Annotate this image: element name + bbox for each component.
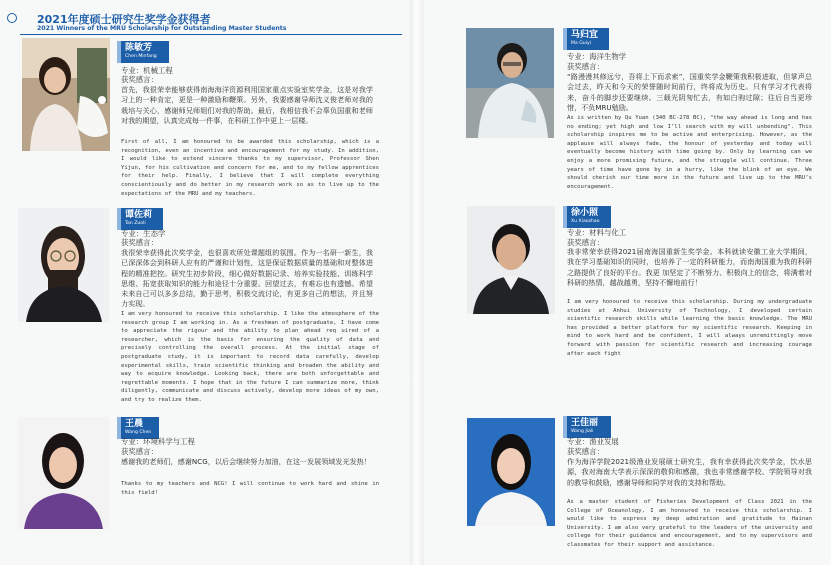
winner-intro-label: 获奖感言： <box>121 75 158 84</box>
winner-photo-chen-minfang <box>22 38 110 151</box>
winner-name-cn: 徐小照 <box>571 208 599 218</box>
winner-name-en: Ma Guiyi <box>571 41 591 46</box>
winner-intro-label: 获奖感言： <box>567 62 604 71</box>
winner-name-en: Wang Jiali <box>571 429 594 434</box>
header-divider <box>20 34 402 35</box>
winner-major: 专业：材料与化工 <box>567 228 627 237</box>
winner-photo-tan-zuoli <box>18 208 109 322</box>
winner-major: 专业：海洋生物学 <box>567 52 627 61</box>
page-subtitle: 2021 Winners of the MRU Scholarship for Outstanding Master Students <box>37 25 287 32</box>
winner-intro-label: 获奖感言： <box>121 238 158 247</box>
winner-speech-en: As is written by Qu Yuan (340 BC-278 BC), "the way ahead is long and has no ending; yet high and low I’ll search with my will unbending". This scholarship inspires me to be active and enterprising. However, as the applause will always fade, the honour of yesterday and today will eventually become history with time going by. Only by learning can we enjoy a more promising future, and the struggle will continue. Three years of time have gone by in a hurry, like the blink of an eye. We should cherish our time more in the future and live up to the MRU’s encouragement. <box>567 115 812 190</box>
winner-nametag-ma-guiyi <box>567 28 609 50</box>
winner-name-cn: 马归宜 <box>571 30 599 40</box>
winner-name-cn: 陈敏芳 <box>125 43 153 53</box>
winner-speech-en: First of all, I am honoured to be awarded this scholarship, which is a recognition, even an incentive and encouragement for my study. In addition, I would like to extend sincere thanks to my supervisor, Professor Shen Yijun, for his cultivation and concern for me, and to my fellow apprentices for their help. Finally, I believe that I will complete everything conscientiously and do better in my research work so as to live up to the expectations of the MRU and my teachers. <box>121 139 379 197</box>
winner-speech-en: As a master student of Fisheries Development of Class 2021 in the College of Oceanology, I am honoured to receive this scholarship. I would like to express my deep admiration and gratitude to Hainan University. I am also very grateful to the leaders of the university and college for their guidance and encouragement, and to my supervisors and classmates for their support and assistance. <box>567 499 812 548</box>
winner-major: 专业：机械工程 <box>121 66 173 75</box>
winner-name-en: Chen Minfang <box>125 54 157 59</box>
winner-speech-en: I am very honoured to receive this scholarship. During my undergraduate studies at Anhui University of Technology, I developed certain scientific research skills while learning the basic knowledge. The MRU has provided a better platform for my scientific research. Keeping in mind to work hard and be confident, I will always unremittingly move forward with passion for scientific research and increasing courage after each fight <box>567 299 812 357</box>
winner-name-cn: 谭佐莉 <box>125 210 153 220</box>
winner-name-en: Xu Xiaozhao <box>571 219 600 224</box>
winner-speech-cn: 首先，我很荣幸能够获得南海海洋资源利用国家重点实验室奖学金，这是对我学习上的一种肯定，更是一种激励和鞭策。另外，我要感谢导师沈义俊老师对我的栽培与关心，感谢师兄师姐们对我的帮助。最后，我相信我不会辜负国重和老师对我的期望，认真完成每一件事，在科研工作中更上一层楼。 <box>121 85 373 125</box>
winner-name-cn: 王晨 <box>125 419 144 429</box>
winner-major: 专业：生态学 <box>121 229 166 238</box>
winner-speech-en: Thanks to my teachers and NCG! I will continue to work hard and shine in this field! <box>121 481 379 496</box>
winner-speech-cn: 作为海洋学院2021级渔业发展硕士研究生，我有幸获得此次奖学金，饮水思源，我对海南大学表示深深的敬仰和感激，我也非常感谢学校、学院领导对我的教导和鼓励，感谢导师和同学对我的支持和帮助。 <box>567 457 812 487</box>
winner-photo-xu-xiaozhao <box>467 206 555 314</box>
winner-nametag-wang-jiali <box>567 416 611 438</box>
winner-speech-cn: 我很荣幸获得此次奖学金，也很喜欢所处课题组的氛围。作为一名研一新生，我已深深体会到科研人应有的严谨和计划性，这是保证数据质量的基础和对整体进程的精准把控。研究生初步阶段，细心做好数据记录、培养实验技能、训练科学思维、拓宽获取知识的能力和途径十分重要。回望过去，有难忘也有遗憾。希望未来自己可以多多总结，勤于思考，积极交流讨论，有更多自己的想法，并且努力实现。 <box>121 248 373 309</box>
winner-name-en: Wang Chen <box>125 430 152 435</box>
winner-name-en: Tan Zuoli <box>125 221 146 226</box>
winner-name-cn: 王佳丽 <box>571 418 599 428</box>
winner-photo-wang-jiali <box>467 418 555 526</box>
winner-nametag-xu-xiaozhao <box>567 206 611 228</box>
winner-major: 专业：环境科学与工程 <box>121 437 195 446</box>
winner-intro-label: 获奖感言： <box>121 447 158 456</box>
page-spine <box>410 0 424 565</box>
winner-nametag-tan-zuoli <box>121 208 163 230</box>
winner-speech-cn: 感谢我的老师们，感谢NCG，以后会继续努力加油，在这一发展领域发光发热！ <box>121 457 371 466</box>
winner-speech-cn: 我非常荣幸获得2021届南海国重新生奖学金。本科就读安徽工业大学期间，我在学习基础知识的同时，也培养了一定的科研能力，而南海国重为我的科研之路提供了良好的平台。我更 加坚定了不断努力、积极向上的信念，将满着对科研的热情，越战越勇，坚持不懈地前行！ <box>567 247 812 287</box>
winner-major: 专业：渔业发展 <box>567 437 619 446</box>
winner-nametag-chen-minfang <box>121 41 169 63</box>
winner-speech-en: I am very honoured to receive this scholarship. I like the atmosphere of the research group I am working in. As a freshman of postgraduate, I have come to appreciate the rigour and the ability to plan ahead req uired of a researcher, which is the basis for ensuring the quality of data and precisely controlling the overall process. At the initial stage of postgraduate study, it is important to record data carefully, develop experimental skills, train scientific thinking and broaden the ability and way to acquire knowledge. Looking back, there are both unforgettable and regrettable moments. I hope that in the future I can summarize more, think diligently, communicate and discuss actively, develop more ideas of my own, and try to realize them. <box>121 311 379 403</box>
winner-intro-label: 获奖感言： <box>567 447 604 456</box>
page-title: 2021年度硕士研究生奖学金获得者 <box>37 13 211 26</box>
winner-photo-wang-chen <box>18 417 109 529</box>
winner-nametag-wang-chen <box>121 417 159 439</box>
winner-photo-ma-guiyi <box>466 28 554 138</box>
header-bullet-icon <box>7 13 17 23</box>
winner-intro-label: 获奖感言： <box>567 238 604 247</box>
winner-speech-cn: “路漫漫其修远兮，吾将上下而求索”，国重奖学金鞭策我积极进取，但掌声总会过去，昨天和今天的荣誉随时间前行，终将成为历史。只有学习才代表将来，奋斗的脚步还要继续。三载光阴匆忙去，有如白驹过隙；往后自当更珍惜，不负MRU勉励。 <box>567 72 812 112</box>
